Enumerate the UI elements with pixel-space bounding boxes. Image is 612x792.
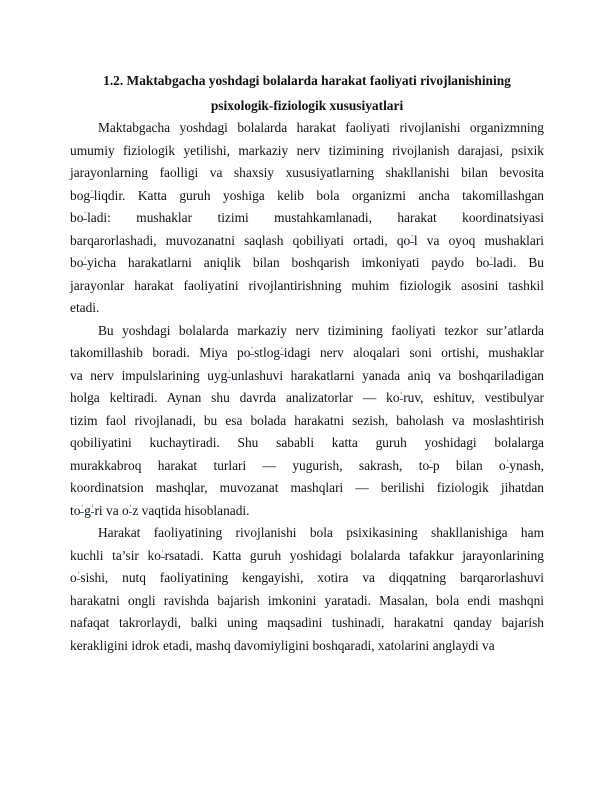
text-run: unlashuvi harakatlarni yanada aniq va boshqariladigan <box>231 367 545 383</box>
apostrophe-marker: ʻ <box>129 502 132 512</box>
text-line <box>70 612 544 635</box>
text-run: holga keltiradi. Aynan shu davrda analizatorlar — ko <box>70 390 400 405</box>
text-line <box>70 500 544 523</box>
text-line <box>70 162 544 185</box>
apostrophe-marker: ʻ <box>83 210 87 219</box>
text-line <box>70 590 544 613</box>
text-run: ri va o <box>94 502 129 518</box>
paragraph <box>70 320 544 523</box>
text-line <box>70 477 544 500</box>
text-line <box>70 522 544 545</box>
apostrophe-marker: ʻ <box>429 457 433 467</box>
apostrophe-marker: ʻ <box>506 457 509 467</box>
text-run: kuchli ta’sir ko <box>70 547 161 563</box>
text-line <box>70 297 544 320</box>
apostrophe-marker: ʻ <box>410 232 414 242</box>
text-run: to <box>70 502 81 518</box>
text-run: umumiy fiziologik yetilishi, markaziy nerv tizimining rivojlanish darajasi, psixik <box>70 142 544 158</box>
text-run: z vaqtida hisoblanadi. <box>132 502 250 518</box>
text-line <box>70 545 544 568</box>
text-run: barqarorlashadi, muvozanatni saqlash qobiliyati ortadi, qo <box>70 232 411 248</box>
text-line <box>70 320 544 343</box>
apostrophe-marker: ʻ <box>83 255 87 264</box>
text-run: ladi: mushaklar tizimi mustahkamlanadi, harakat koordinatsiyasi <box>87 210 544 225</box>
section-heading <box>70 68 544 118</box>
text-line <box>70 365 544 388</box>
text-run: tizim faol rivojlanadi, bu esa bolada harakatni sezish, baholash va moslashtirish <box>70 412 544 428</box>
text-run: bo <box>70 210 84 225</box>
text-run: murakkabroq harakat turlari — yugurish, sakrash, to <box>70 457 430 473</box>
text-run: harakatni ongli ravishda bajarish imkonini yaratadi. Masalan, bola endi mashqni <box>70 592 544 608</box>
text-run: g <box>84 502 91 518</box>
text-line <box>70 207 544 230</box>
text-run: sishi, nutq faoliyatining kengayishi, xotira va diqqatning barqarorlashuvi <box>80 570 544 585</box>
apostrophe-marker: ʻ <box>227 367 231 377</box>
text-line <box>70 387 544 410</box>
text-run: ruv, eshituv, vestibulyar <box>403 390 544 405</box>
apostrophe-marker: ʻ <box>90 187 94 197</box>
heading-line-2: psixologik-fiziologik xususiyatlari <box>210 98 404 113</box>
text-run: koordinatsion mashqlar, muvozanat mashqlari — berilishi fiziologik jihatdan <box>70 480 544 495</box>
text-run: qobiliyatini kuchaytiradi. Shu sababli katta guruh yoshidagi bolalarga <box>70 435 544 450</box>
text-run: Maktabgacha yoshdagi bolalarda harakat faoliyati rivojlanishi organizmning <box>98 120 544 135</box>
text-run: l va oyoq mushaklari <box>413 232 545 248</box>
text-line <box>70 275 544 298</box>
text-line <box>70 117 544 140</box>
text-line <box>70 185 544 208</box>
paragraph <box>70 117 544 320</box>
text-run: o <box>70 570 77 585</box>
text-run: ynash, <box>509 457 544 473</box>
text-run: liqdir. Katta guruh yoshiga kelib bola organizmi ancha takomillashgan <box>93 187 544 203</box>
text-run: Bu yoshdagi bolalarda markaziy nerv tizimining faoliyati tezkor sur’atlarda <box>98 322 544 338</box>
text-run: nafaqat takrorlaydi, balki uning maqsadini tushinadi, harakatni qanday bajarish <box>70 615 544 630</box>
text-run: rsatadi. Katta guruh yoshidagi bolalarda tafakkur jarayonlarining <box>164 547 544 563</box>
text-run: bo <box>70 255 84 270</box>
apostrophe-marker: ʻ <box>280 345 284 354</box>
text-line <box>70 635 544 658</box>
apostrophe-marker: ʻ <box>161 547 165 557</box>
text-run: jarayonlar harakat faoliyatini rivojlantirishning muhim fiziologik asosini tashkil <box>70 277 544 293</box>
paragraph <box>70 522 544 657</box>
apostrophe-marker: ʻ <box>91 502 94 512</box>
document-body <box>70 117 544 657</box>
text-run: etadi. <box>70 300 100 315</box>
text-line <box>70 455 544 478</box>
text-run: stlog <box>254 345 281 360</box>
text-line <box>70 252 544 275</box>
text-run: idagi nerv aloqalari soni ortishi, mushaklar <box>283 345 544 360</box>
apostrophe-marker: ʻ <box>77 570 80 579</box>
text-run: va nerv impulslarining uyg <box>70 367 228 383</box>
text-line <box>70 410 544 433</box>
apostrophe-marker: ʻ <box>489 255 493 264</box>
text-run: jarayonlarning faolligi va shaxsiy xususiyatlarning shakllanishi bilan bevosita <box>70 165 544 180</box>
apostrophe-marker: ʻ <box>80 502 84 512</box>
text-line <box>70 567 544 590</box>
heading-line-1: 1.2. Maktabgacha yoshdagi bolalarda harakat faoliyati rivojlanishining <box>103 73 511 88</box>
text-run: kerakligini idrok etadi, mashq davomiyligini boshqaradi, xatolarini anglaydi va <box>70 637 495 653</box>
text-run: Harakat faoliyatining rivojlanishi bola psixikasining shakllanishiga ham <box>98 525 544 540</box>
apostrophe-marker: ʻ <box>250 345 254 354</box>
text-run: takomillashib boradi. Miya po <box>70 345 251 360</box>
text-line <box>70 140 544 163</box>
text-run: yicha harakatlarni aniqlik bilan boshqarish imkoniyati paydo bo <box>87 255 490 270</box>
text-run: p bilan o <box>432 457 506 473</box>
text-line <box>70 432 544 455</box>
apostrophe-marker: ʻ <box>400 390 403 399</box>
text-run: ladi. Bu <box>493 255 544 270</box>
text-run: bog <box>70 187 91 203</box>
text-line <box>70 342 544 365</box>
text-line <box>70 230 544 253</box>
